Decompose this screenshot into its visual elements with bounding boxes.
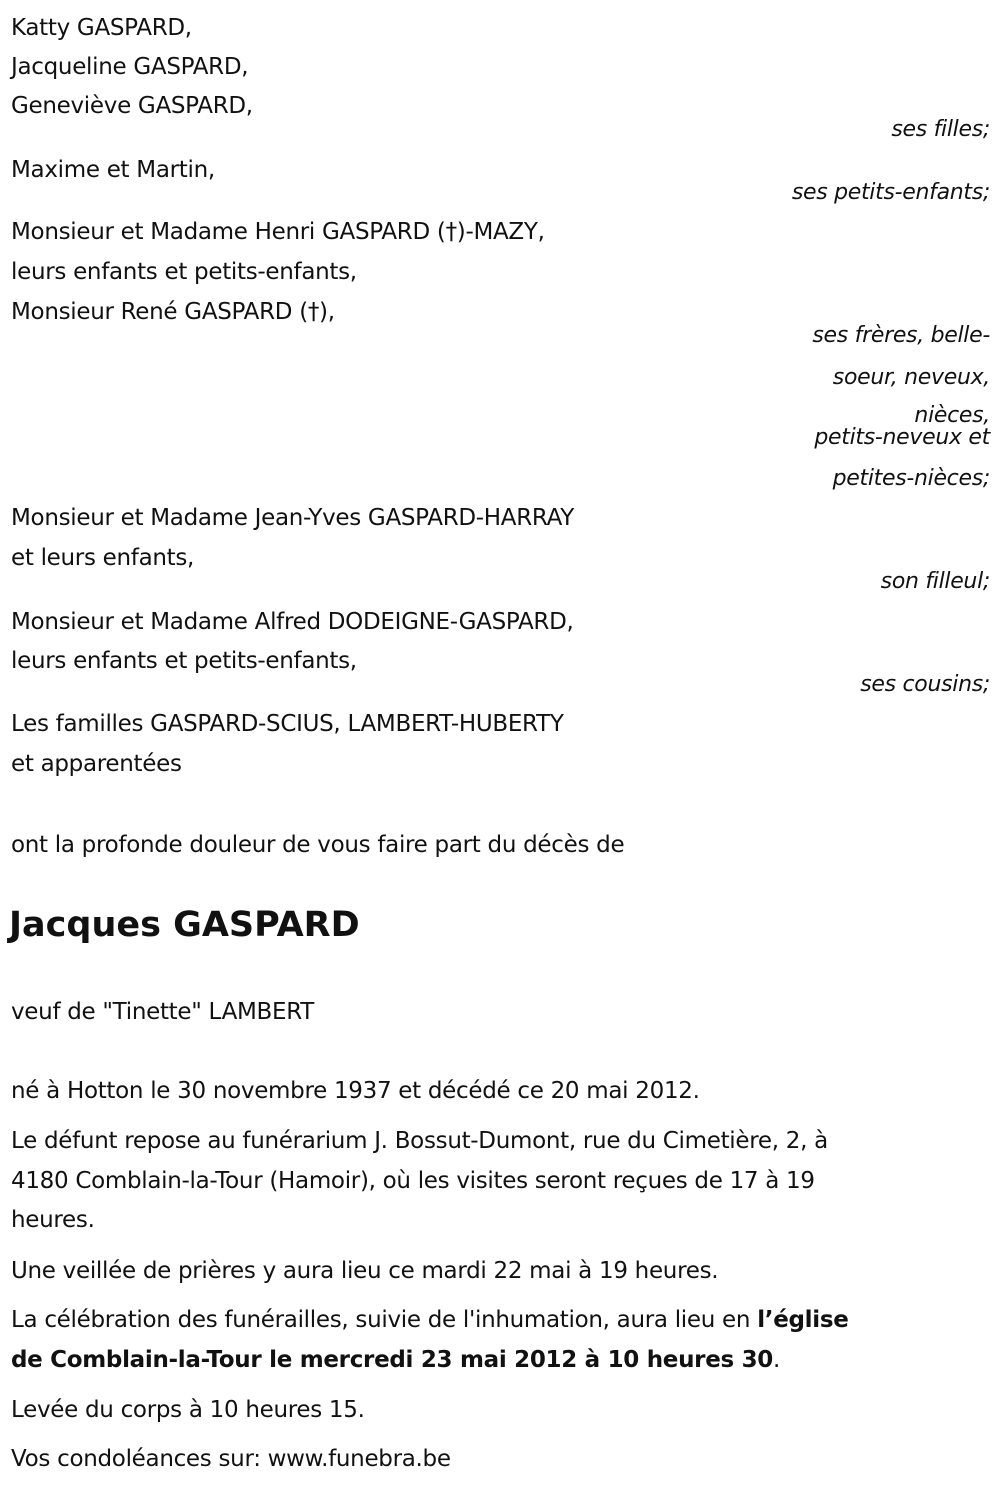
relation-label: petites-nièces; [832, 466, 990, 491]
deceased-name: Jacques GASPARD [9, 905, 360, 945]
family-line: leurs enfants et petits-enfants, [11, 648, 357, 674]
family-line: Geneviève GASPARD, [11, 93, 253, 119]
funeral-date: de Comblain-la-Tour le mercredi 23 mai 2012 à 10 heures 30 [11, 1347, 773, 1373]
family-line: Katty GASPARD, [11, 15, 192, 41]
funeral-place: l’église [757, 1307, 849, 1333]
family-line: leurs enfants et petits-enfants, [11, 259, 357, 285]
family-line: Jacqueline GASPARD, [11, 54, 249, 80]
relation-label: soeur, neveux, [832, 365, 990, 390]
widow-of: veuf de "Tinette" LAMBERT [11, 999, 315, 1025]
repose-line: 4180 Comblain-la-Tour (Hamoir), où les visites seront reçues de 17 à 19 [11, 1168, 815, 1194]
repose-line: heures. [11, 1207, 95, 1233]
funeral-line-1 [11, 1305, 849, 1335]
birth-death: né à Hotton le 30 novembre 1937 et décédé ce 20 mai 2012. [11, 1078, 700, 1104]
relation-label: ses cousins; [860, 672, 990, 697]
repose-line: Le défunt repose au funérarium J. Bossut-Dumont, rue du Cimetière, 2, à [11, 1128, 828, 1154]
condolences: Vos condoléances sur: www.funebra.be [11, 1446, 451, 1472]
family-line: Monsieur René GASPARD (†), [11, 299, 335, 325]
family-line: Monsieur et Madame Alfred DODEIGNE-GASPARD, [11, 609, 574, 635]
relation-label: nièces, [914, 403, 990, 428]
family-line: Maxime et Martin, [11, 157, 215, 183]
relation-label: ses frères, belle- [812, 323, 990, 348]
family-line: Monsieur et Madame Henri GASPARD (†)-MAZY, [11, 219, 545, 245]
vigil: Une veillée de prières y aura lieu ce mardi 22 mai à 19 heures. [11, 1258, 719, 1284]
levee: Levée du corps à 10 heures 15. [11, 1397, 365, 1423]
family-line: Monsieur et Madame Jean-Yves GASPARD-HARRAY [11, 505, 575, 531]
relation-label: ses filles; [891, 117, 990, 142]
relation-label: son filleul; [880, 569, 990, 594]
relation-label: petits-neveux et [814, 425, 990, 450]
family-line: Les familles GASPARD-SCIUS, LAMBERT-HUBERTY [11, 711, 564, 737]
funeral-prefix: La célébration des funérailles, suivie de l'inhumation, aura lieu en [11, 1307, 758, 1333]
relation-label: ses petits-enfants; [791, 180, 990, 205]
family-line: et apparentées [11, 751, 182, 777]
family-line: et leurs enfants, [11, 545, 195, 571]
funeral-suffix: . [773, 1347, 781, 1373]
announcement-intro: ont la profonde douleur de vous faire part du décès de [11, 832, 625, 858]
funeral-line-2 [11, 1345, 780, 1375]
